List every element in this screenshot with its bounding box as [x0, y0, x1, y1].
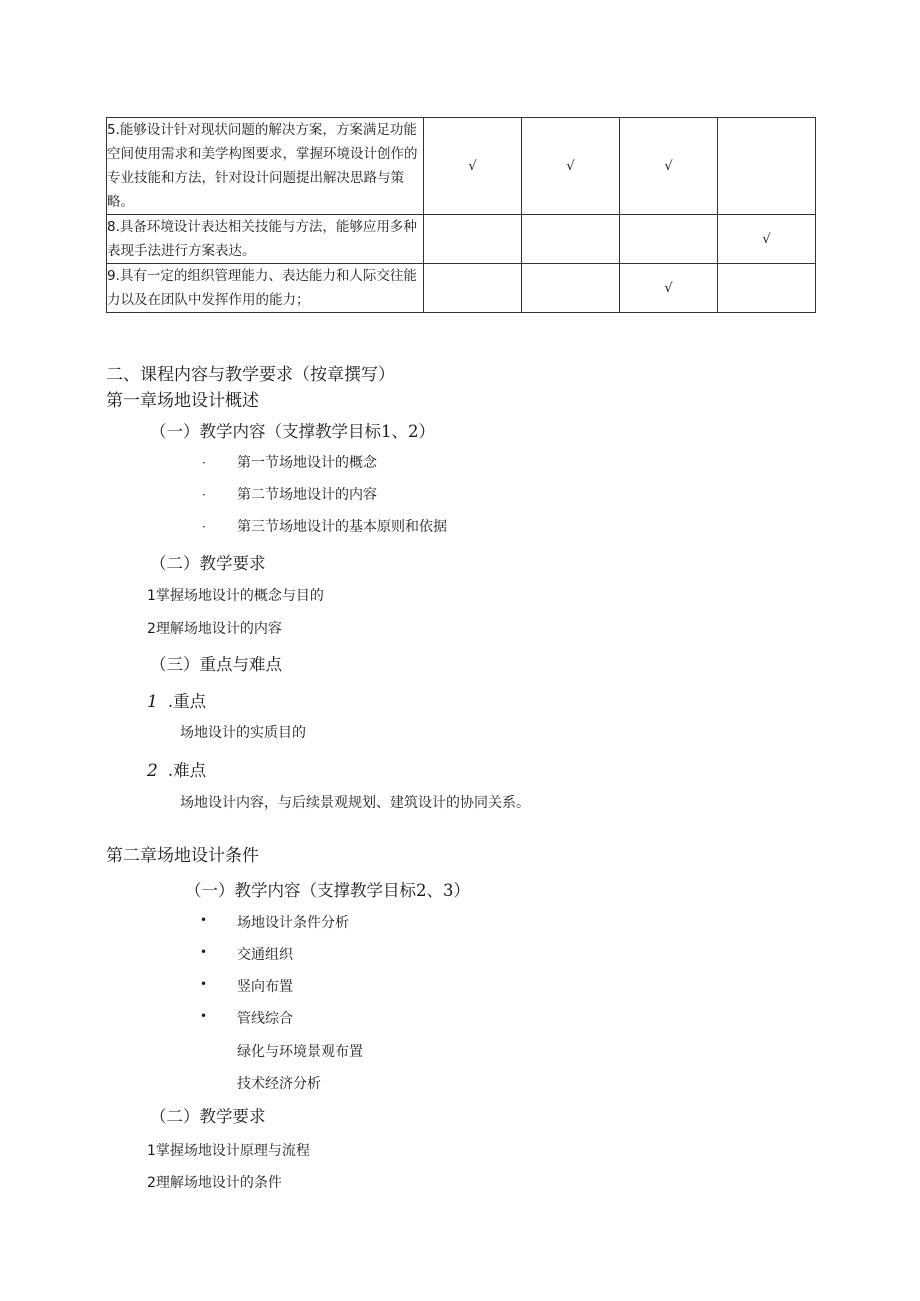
ch1-content-heading: （一）教学内容（支撑教学目标1、2）	[150, 422, 435, 441]
objectives-table	[106, 117, 816, 313]
list-item: 交通组织	[237, 947, 293, 963]
support-mark	[424, 264, 522, 313]
bullet-icon: •	[200, 945, 208, 959]
support-mark	[620, 215, 718, 264]
table-row	[107, 118, 816, 215]
objective-desc: 5.能够设计针对现状问题的解决方案，方案满足功能空间使用需求和美学构图要求，掌握环境设计创作的专业技能和方法，针对设计问题提出解决思路与策略。	[107, 118, 424, 215]
bullet-icon: ·	[202, 488, 206, 502]
list-item: 竖向布置	[237, 979, 293, 995]
bullet-icon: •	[200, 977, 208, 991]
support-mark: √	[620, 118, 718, 215]
list-item: 第二节场地设计的内容	[237, 487, 377, 503]
ch1-req-heading: （二）教学要求	[150, 554, 266, 573]
chapter-1-title: 第一章场地设计概述	[106, 391, 259, 411]
table-row	[107, 215, 816, 264]
requirement-item: 1掌握场地设计原理与流程	[147, 1143, 310, 1159]
list-item: 技术经济分析	[237, 1076, 321, 1092]
difficulty-label: .难点	[167, 761, 207, 780]
support-mark: √	[620, 264, 718, 313]
list-item: 场地设计条件分析	[237, 915, 349, 931]
bullet-icon: ·	[202, 520, 206, 534]
bullet-icon: ·	[202, 456, 206, 470]
ch2-content-heading: （一）教学内容（支撑教学目标2、3）	[185, 881, 470, 900]
ch2-req-heading: （二）教学要求	[150, 1107, 266, 1126]
list-item: 第三节场地设计的基本原则和依据	[237, 519, 447, 535]
list-item: 第一节场地设计的概念	[237, 455, 377, 471]
objective-desc: 8.具备环境设计表达相关技能与方法，能够应用多种表现手法进行方案表达。	[107, 215, 424, 264]
bullet-icon: •	[200, 1009, 208, 1023]
bullet-icon: •	[200, 913, 208, 927]
support-mark: √	[424, 118, 522, 215]
section-title: 二、课程内容与教学要求（按章撰写）	[106, 365, 395, 385]
requirement-item: 2理解场地设计的条件	[147, 1175, 282, 1191]
objective-desc: 9.具有一定的组织管理能力、表达能力和人际交往能力以及在团队中发挥作用的能力；	[107, 264, 424, 313]
ch1-key-heading: （三）重点与难点	[150, 655, 282, 674]
requirement-item: 2理解场地设计的内容	[147, 621, 282, 637]
key-point-heading	[147, 688, 206, 712]
support-mark: √	[718, 215, 816, 264]
key-point-text: 场地设计的实质目的	[180, 725, 306, 741]
difficulty-number: 2	[147, 761, 158, 781]
chapter-2-title: 第二章场地设计条件	[106, 846, 259, 866]
list-item: 管线综合	[237, 1011, 293, 1027]
support-mark: √	[522, 118, 620, 215]
difficulty-heading	[147, 757, 206, 781]
requirement-item: 1掌握场地设计的概念与目的	[147, 588, 324, 604]
support-mark	[522, 215, 620, 264]
list-item: 绿化与环境景观布置	[237, 1044, 363, 1060]
support-mark	[522, 264, 620, 313]
difficulty-text: 场地设计内容，与后续景观规划、建筑设计的协同关系。	[180, 795, 530, 811]
support-mark	[718, 264, 816, 313]
support-mark	[424, 215, 522, 264]
table-row	[107, 264, 816, 313]
key-point-label: .重点	[167, 692, 207, 711]
support-mark	[718, 118, 816, 215]
key-point-number: 1	[147, 692, 158, 712]
